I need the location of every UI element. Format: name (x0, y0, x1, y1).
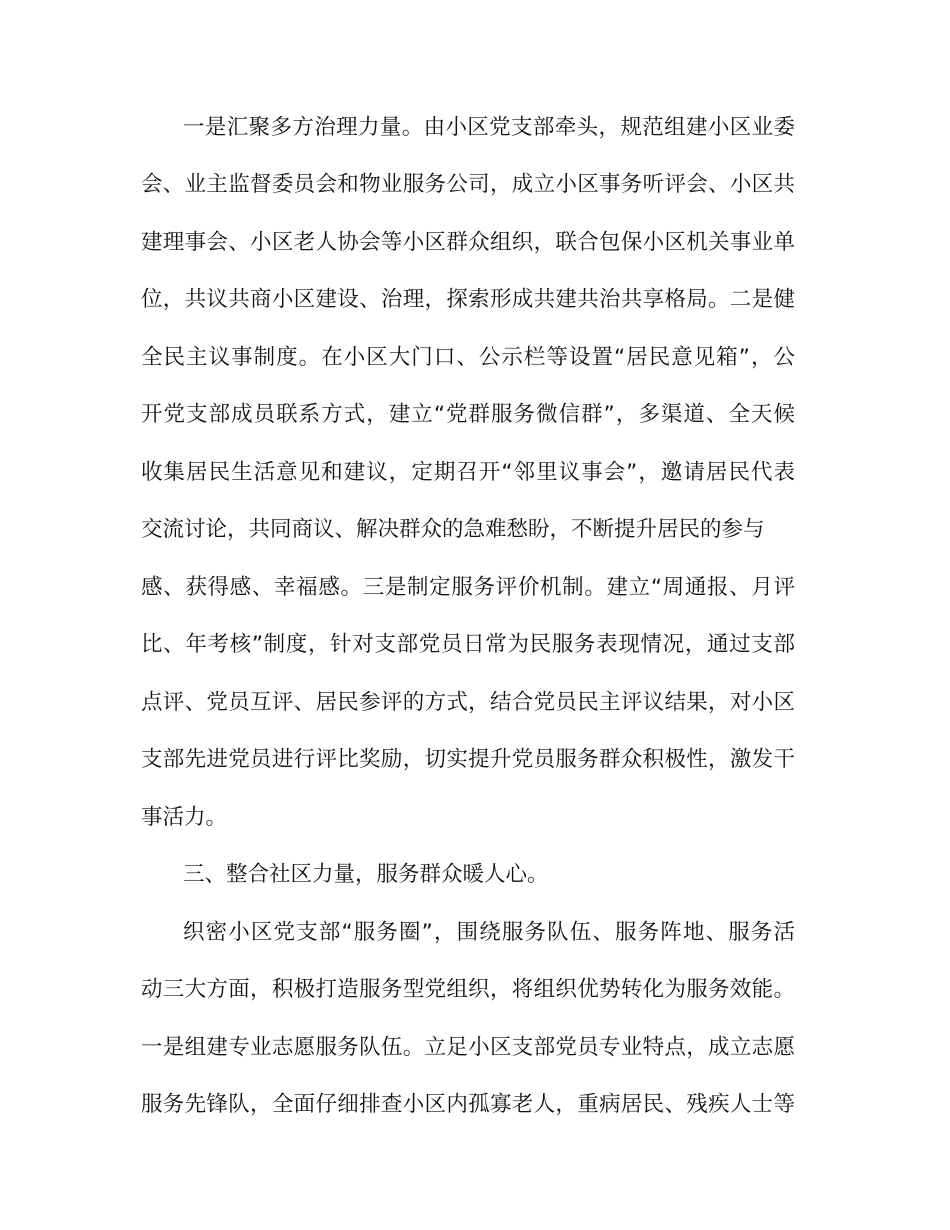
text-line: 位，共议共商小区建设、治理，探索形成共建共治共享格局。二是健 (141, 287, 795, 312)
text-line: 全民主议事制度。在小区大门口、公示栏等设置“居民意见箱”，公 (141, 345, 795, 370)
text-line: 支部先进党员进行评比奖励，切实提升党员服务群众积极性，激发干 (141, 747, 795, 772)
section-heading: 三、整合社区力量，服务群众暖人心。 (183, 862, 549, 887)
text-line: 织密小区党支部“服务圈”，围绕服务队伍、服务阵地、服务活 (183, 920, 795, 945)
text-line: 感、获得感、幸福感。三是制定服务评价机制。建立“周通报、月评 (141, 575, 795, 600)
text-line: 开党支部成员联系方式，建立“党群服务微信群”，多渠道、全天候 (141, 402, 795, 427)
text-line: 服务先锋队，全面仔细排查小区内孤寡老人，重病居民、残疾人士等 (141, 1092, 795, 1117)
text-line: 比、年考核”制度，针对支部党员日常为民服务表现情况，通过支部 (141, 632, 795, 657)
text-line: 点评、党员互评、居民参评的方式，结合党员民主评议结果，对小区 (141, 690, 795, 715)
text-line: 一是组建专业志愿服务队伍。立足小区支部党员专业特点，成立志愿 (141, 1035, 795, 1060)
text-line: 建理事会、小区老人协会等小区群众组织，联合包保小区机关事业单 (141, 230, 795, 255)
text-line: 交流讨论，共同商议、解决群众的急难愁盼，不断提升居民的参与 (141, 517, 765, 542)
text-line: 会、业主监督委员会和物业服务公司，成立小区事务听评会、小区共 (141, 172, 795, 197)
text-line: 收集居民生活意见和建议，定期召开“邻里议事会”，邀请居民代表 (141, 460, 795, 485)
text-line: 事活力。 (141, 805, 228, 830)
text-line: 一是汇聚多方治理力量。由小区党支部牵头，规范组建小区业委 (183, 115, 795, 140)
text-line: 动三大方面，积极打造服务型党组织，将组织优势转化为服务效能。 (141, 977, 795, 1002)
